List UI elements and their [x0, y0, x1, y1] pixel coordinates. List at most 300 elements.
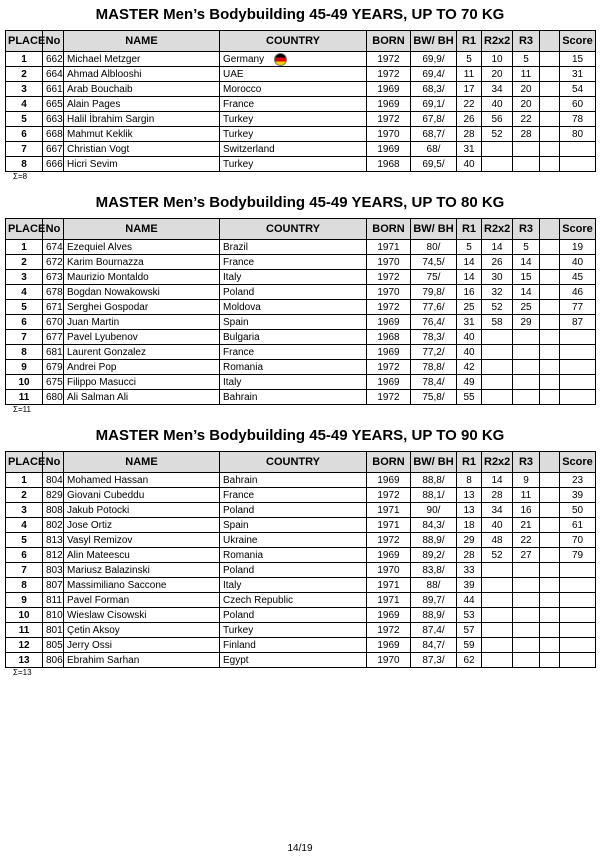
- name-cell: [64, 608, 220, 623]
- round3-cell: [513, 142, 540, 157]
- score-cell: [560, 503, 596, 518]
- column-header-country: COUNTRY: [220, 452, 367, 473]
- born-cell-text: 1972: [377, 113, 400, 125]
- column-header-r3: R3: [513, 219, 540, 240]
- blank-cell: [540, 67, 560, 82]
- round1-cell-text: 31: [463, 316, 475, 328]
- blank-cell: [540, 330, 560, 345]
- blank-cell: [540, 563, 560, 578]
- country-cell-text: Brazil: [223, 241, 249, 253]
- country-cell-text: France: [223, 98, 255, 110]
- round2-cell: [482, 623, 513, 638]
- blank-cell: [540, 270, 560, 285]
- score-cell-text: 40: [571, 256, 584, 268]
- table-row: [6, 142, 596, 157]
- table-row: [6, 112, 596, 127]
- column-header-r1: R1: [457, 31, 482, 52]
- round3-cell-text: 21: [520, 519, 532, 531]
- round1-cell: [457, 82, 482, 97]
- place-cell-text: 3: [21, 83, 27, 95]
- bodyweight-cell: [411, 638, 457, 653]
- score-cell: [560, 127, 596, 142]
- country-cell: [220, 548, 367, 563]
- column-header-no: No: [43, 452, 64, 473]
- place-cell-text: 5: [21, 301, 27, 313]
- column-header-r3: R3: [513, 452, 540, 473]
- place-cell-text: 6: [21, 128, 27, 140]
- country-cell: [220, 608, 367, 623]
- round1-cell: [457, 285, 482, 300]
- born-cell-text: 1972: [377, 624, 400, 636]
- round2-cell-text: 26: [491, 256, 503, 268]
- born-cell: [367, 157, 411, 172]
- country-cell-text: Poland: [223, 286, 255, 298]
- born-cell: [367, 82, 411, 97]
- table-row: [6, 548, 596, 563]
- name-cell-text: Bogdan Nowakowski: [67, 286, 160, 298]
- blank-cell: [540, 638, 560, 653]
- round1-cell: [457, 300, 482, 315]
- number-cell-text: 679: [46, 361, 63, 373]
- name-cell: [64, 518, 220, 533]
- bodyweight-cell: [411, 112, 457, 127]
- number-cell-text: 673: [46, 271, 63, 283]
- number-cell-text: 661: [46, 83, 63, 95]
- country-cell-text: UAE: [223, 68, 244, 80]
- place-cell: [6, 488, 43, 503]
- number-cell-text: 670: [46, 316, 63, 328]
- table-row: [6, 623, 596, 638]
- country-cell-text: Bahrain: [223, 474, 258, 486]
- number-cell: [43, 638, 64, 653]
- number-cell: [43, 578, 64, 593]
- country-cell: [220, 593, 367, 608]
- table-row: [6, 300, 596, 315]
- bodyweight-cell: [411, 578, 457, 593]
- place-cell-text: 1: [21, 241, 27, 253]
- blank-cell: [540, 97, 560, 112]
- born-cell: [367, 503, 411, 518]
- place-cell: [6, 578, 43, 593]
- name-cell: [64, 533, 220, 548]
- round2-cell: [482, 330, 513, 345]
- round1-cell-text: 8: [466, 474, 472, 486]
- number-cell: [43, 82, 64, 97]
- round1-cell: [457, 548, 482, 563]
- number-cell-text: 667: [46, 143, 63, 155]
- born-cell-text: 1970: [377, 564, 400, 576]
- table-row: [6, 563, 596, 578]
- country-cell-text: France: [223, 489, 255, 501]
- name-cell-text: Christian Vogt: [67, 143, 130, 155]
- round1-cell-text: 59: [463, 639, 475, 651]
- score-cell: [560, 578, 596, 593]
- round2-cell: [482, 488, 513, 503]
- number-cell-text: 807: [46, 579, 63, 591]
- country-cell: [220, 52, 367, 67]
- country-cell: [220, 285, 367, 300]
- number-cell-text: 810: [46, 609, 63, 621]
- round2-cell-text: 30: [491, 271, 503, 283]
- number-cell: [43, 488, 64, 503]
- number-cell-text: 808: [46, 504, 63, 516]
- name-cell-text: Ezequiel Alves: [67, 241, 133, 253]
- born-cell-text: 1970: [377, 654, 400, 666]
- country-cell-text: Italy: [223, 376, 242, 388]
- round1-cell: [457, 608, 482, 623]
- country-cell-text: Bulgaria: [223, 331, 260, 343]
- bodyweight-cell: [411, 127, 457, 142]
- country-cell: [220, 623, 367, 638]
- round2-cell: [482, 255, 513, 270]
- column-header-name: NAME: [64, 31, 220, 52]
- bodyweight-cell-text: 68,7/: [422, 128, 445, 140]
- blank-cell: [540, 473, 560, 488]
- number-cell: [43, 127, 64, 142]
- round1-cell-text: 13: [463, 489, 475, 501]
- born-cell-text: 1969: [377, 98, 400, 110]
- table-row: [6, 488, 596, 503]
- born-cell: [367, 375, 411, 390]
- round2-cell: [482, 315, 513, 330]
- score-cell: [560, 623, 596, 638]
- country-cell: [220, 503, 367, 518]
- blank-cell: [540, 285, 560, 300]
- score-cell: [560, 82, 596, 97]
- country-cell-text: Italy: [223, 271, 242, 283]
- bodyweight-cell: [411, 97, 457, 112]
- round1-cell-text: 26: [463, 113, 475, 125]
- round3-cell: [513, 330, 540, 345]
- country-cell-text: Switzerland: [223, 143, 275, 155]
- round3-cell: [513, 375, 540, 390]
- name-cell: [64, 578, 220, 593]
- round1-cell-text: 25: [463, 301, 475, 313]
- born-cell: [367, 127, 411, 142]
- name-cell-text: Serghei Gospodar: [67, 301, 149, 313]
- place-cell-text: 6: [21, 549, 27, 561]
- column-header-blank: [540, 452, 560, 473]
- number-cell-text: 680: [46, 391, 63, 403]
- bodyweight-cell: [411, 360, 457, 375]
- round2-cell: [482, 518, 513, 533]
- name-cell-text: Alin Mateescu: [67, 549, 130, 561]
- name-cell-text: Karim Bournazza: [67, 256, 144, 268]
- score-cell: [560, 360, 596, 375]
- number-cell-text: 666: [46, 158, 63, 170]
- table-row: [6, 315, 596, 330]
- country-cell: [220, 315, 367, 330]
- score-cell-text: 15: [571, 53, 584, 65]
- column-header-bw: BW/ BH: [411, 31, 457, 52]
- round1-cell-text: 29: [463, 534, 475, 546]
- table-row: [6, 653, 596, 668]
- round1-cell-text: 5: [466, 241, 472, 253]
- blank-cell: [540, 345, 560, 360]
- place-cell-text: 7: [21, 564, 27, 576]
- born-cell-text: 1969: [377, 474, 400, 486]
- bodyweight-cell: [411, 518, 457, 533]
- place-cell: [6, 473, 43, 488]
- country-cell: [220, 473, 367, 488]
- number-cell: [43, 285, 64, 300]
- born-cell-text: 1969: [377, 346, 400, 358]
- bodyweight-cell: [411, 593, 457, 608]
- table-row: [6, 518, 596, 533]
- score-cell-text: 80: [571, 128, 584, 140]
- bodyweight-cell-text: 88,9/: [422, 609, 445, 621]
- place-cell: [6, 593, 43, 608]
- score-cell-text: 79: [571, 549, 584, 561]
- round2-cell-text: 10: [491, 53, 503, 65]
- bodyweight-cell: [411, 653, 457, 668]
- bodyweight-cell-text: 77,6/: [422, 301, 445, 313]
- place-cell: [6, 563, 43, 578]
- born-cell: [367, 300, 411, 315]
- bodyweight-cell: [411, 533, 457, 548]
- blank-cell: [540, 52, 560, 67]
- round3-cell: [513, 300, 540, 315]
- round3-cell-text: 14: [520, 256, 532, 268]
- score-cell: [560, 653, 596, 668]
- header-row: [6, 452, 596, 473]
- score-cell: [560, 270, 596, 285]
- number-cell: [43, 255, 64, 270]
- number-cell: [43, 503, 64, 518]
- name-cell: [64, 375, 220, 390]
- blank-cell: [540, 157, 560, 172]
- round2-cell: [482, 653, 513, 668]
- bodyweight-cell-text: 83,8/: [422, 564, 445, 576]
- place-cell: [6, 52, 43, 67]
- score-cell: [560, 593, 596, 608]
- number-cell: [43, 52, 64, 67]
- place-cell-text: 1: [21, 474, 27, 486]
- round2-cell: [482, 142, 513, 157]
- country-cell-text: Romania: [223, 361, 264, 373]
- round3-cell-text: 5: [523, 53, 529, 65]
- country-cell-text: France: [223, 256, 255, 268]
- round3-cell: [513, 112, 540, 127]
- name-cell-text: Mahmut Keklik: [67, 128, 133, 140]
- name-cell: [64, 638, 220, 653]
- place-cell-text: 13: [18, 654, 30, 666]
- number-cell-text: 804: [46, 474, 63, 486]
- name-cell: [64, 623, 220, 638]
- round2-cell-text: 34: [491, 504, 503, 516]
- born-cell-text: 1968: [377, 158, 400, 170]
- round3-cell: [513, 593, 540, 608]
- bodyweight-cell-text: 78,3/: [422, 331, 445, 343]
- round2-cell: [482, 638, 513, 653]
- born-cell: [367, 255, 411, 270]
- country-cell-text: Poland: [223, 504, 255, 516]
- country-cell: [220, 488, 367, 503]
- born-cell: [367, 578, 411, 593]
- blank-cell: [540, 653, 560, 668]
- round2-cell: [482, 360, 513, 375]
- born-cell-text: 1972: [377, 361, 400, 373]
- blank-cell: [540, 240, 560, 255]
- round3-cell: [513, 623, 540, 638]
- country-cell: [220, 127, 367, 142]
- table-row: [6, 255, 596, 270]
- blank-cell: [540, 127, 560, 142]
- score-cell: [560, 315, 596, 330]
- country-cell-text: Spain: [223, 519, 249, 531]
- born-cell: [367, 518, 411, 533]
- round1-cell: [457, 638, 482, 653]
- score-cell: [560, 142, 596, 157]
- born-cell-text: 1969: [377, 376, 400, 388]
- bodyweight-cell-text: 88,1/: [422, 489, 445, 501]
- results-table: [5, 30, 596, 172]
- number-cell: [43, 300, 64, 315]
- round2-cell-text: 52: [491, 301, 503, 313]
- bodyweight-cell-text: 87,3/: [422, 654, 445, 666]
- place-cell: [6, 67, 43, 82]
- country-cell: [220, 112, 367, 127]
- name-cell: [64, 345, 220, 360]
- place-cell-text: 5: [21, 113, 27, 125]
- number-cell: [43, 157, 64, 172]
- place-cell: [6, 375, 43, 390]
- bodyweight-cell: [411, 390, 457, 405]
- score-cell: [560, 390, 596, 405]
- blank-cell: [540, 608, 560, 623]
- round2-cell: [482, 375, 513, 390]
- column-header-score: Score: [560, 219, 596, 240]
- born-cell-text: 1969: [377, 83, 400, 95]
- blank-cell: [540, 488, 560, 503]
- round1-cell-text: 31: [463, 143, 475, 155]
- score-cell: [560, 240, 596, 255]
- round1-cell: [457, 503, 482, 518]
- round2-cell: [482, 345, 513, 360]
- column-header-r1: R1: [457, 452, 482, 473]
- score-cell: [560, 255, 596, 270]
- born-cell: [367, 488, 411, 503]
- entry-count: Σ=11: [13, 405, 31, 414]
- score-cell-text: 77: [571, 301, 584, 313]
- place-cell: [6, 330, 43, 345]
- round1-cell-text: 49: [463, 376, 475, 388]
- name-cell-text: Maurizio Montaldo: [67, 271, 149, 283]
- bodyweight-cell: [411, 157, 457, 172]
- score-cell: [560, 112, 596, 127]
- score-cell-text: 50: [571, 504, 584, 516]
- table-row: [6, 375, 596, 390]
- category-title: MASTER Men’s Bodybuilding 45-49 YEARS, UP TO 90 KG: [95, 427, 505, 444]
- country-cell: [220, 360, 367, 375]
- table-row: [6, 82, 596, 97]
- number-cell-text: 681: [46, 346, 63, 358]
- blank-cell: [540, 623, 560, 638]
- place-cell: [6, 518, 43, 533]
- round3-cell: [513, 503, 540, 518]
- country-cell: [220, 653, 367, 668]
- born-cell-text: 1968: [377, 331, 400, 343]
- round2-cell-text: 52: [491, 549, 503, 561]
- bodyweight-cell-text: 84,7/: [422, 639, 445, 651]
- place-cell: [6, 255, 43, 270]
- born-cell: [367, 270, 411, 285]
- score-cell: [560, 52, 596, 67]
- category-90kg: [5, 427, 595, 678]
- round1-cell-text: 42: [463, 361, 475, 373]
- bodyweight-cell: [411, 52, 457, 67]
- country-cell: [220, 563, 367, 578]
- table-row: [6, 473, 596, 488]
- table-row: [6, 390, 596, 405]
- born-cell: [367, 330, 411, 345]
- round2-cell: [482, 563, 513, 578]
- round2-cell: [482, 548, 513, 563]
- column-header-bw: BW/ BH: [411, 452, 457, 473]
- score-cell-text: 78: [571, 113, 584, 125]
- round1-cell-text: 17: [463, 83, 475, 95]
- blank-cell: [540, 300, 560, 315]
- round2-cell-text: 58: [491, 316, 503, 328]
- name-cell-text: Pavel Lyubenov: [67, 331, 138, 343]
- bodyweight-cell: [411, 82, 457, 97]
- round2-cell-text: 14: [491, 241, 503, 253]
- score-cell: [560, 67, 596, 82]
- name-cell: [64, 285, 220, 300]
- round1-cell-text: 62: [463, 654, 475, 666]
- bodyweight-cell-text: 84,3/: [422, 519, 445, 531]
- category-title: MASTER Men’s Bodybuilding 45-49 YEARS, UP TO 80 KG: [95, 194, 505, 211]
- number-cell: [43, 533, 64, 548]
- country-cell: [220, 518, 367, 533]
- country-cell: [220, 345, 367, 360]
- round2-cell: [482, 533, 513, 548]
- round1-cell-text: 22: [463, 98, 475, 110]
- score-cell: [560, 638, 596, 653]
- column-header-name: NAME: [64, 219, 220, 240]
- round2-cell-text: 32: [491, 286, 503, 298]
- column-header-r1: R1: [457, 219, 482, 240]
- country-cell-text: Finland: [223, 639, 256, 651]
- name-cell: [64, 142, 220, 157]
- column-header-country: COUNTRY: [220, 219, 367, 240]
- entry-count: Σ=8: [13, 172, 28, 181]
- score-cell: [560, 608, 596, 623]
- table-row: [6, 503, 596, 518]
- country-cell-text: Italy: [223, 579, 242, 591]
- place-cell-text: 1: [21, 53, 27, 65]
- number-cell: [43, 473, 64, 488]
- name-cell-text: Laurent Gonzalez: [67, 346, 146, 358]
- name-cell: [64, 390, 220, 405]
- round3-cell-text: 15: [520, 271, 532, 283]
- number-cell-text: 812: [46, 549, 63, 561]
- table-row: [6, 157, 596, 172]
- number-cell-text: 662: [46, 53, 63, 65]
- place-cell-text: 12: [18, 639, 30, 651]
- round3-cell: [513, 157, 540, 172]
- bodyweight-cell: [411, 375, 457, 390]
- round3-cell: [513, 127, 540, 142]
- name-cell: [64, 112, 220, 127]
- place-cell-text: 11: [18, 391, 30, 403]
- round2-cell: [482, 608, 513, 623]
- country-cell: [220, 375, 367, 390]
- round3-cell: [513, 285, 540, 300]
- score-cell-text: 87: [571, 316, 584, 328]
- place-cell-text: 10: [18, 609, 30, 621]
- round3-cell: [513, 548, 540, 563]
